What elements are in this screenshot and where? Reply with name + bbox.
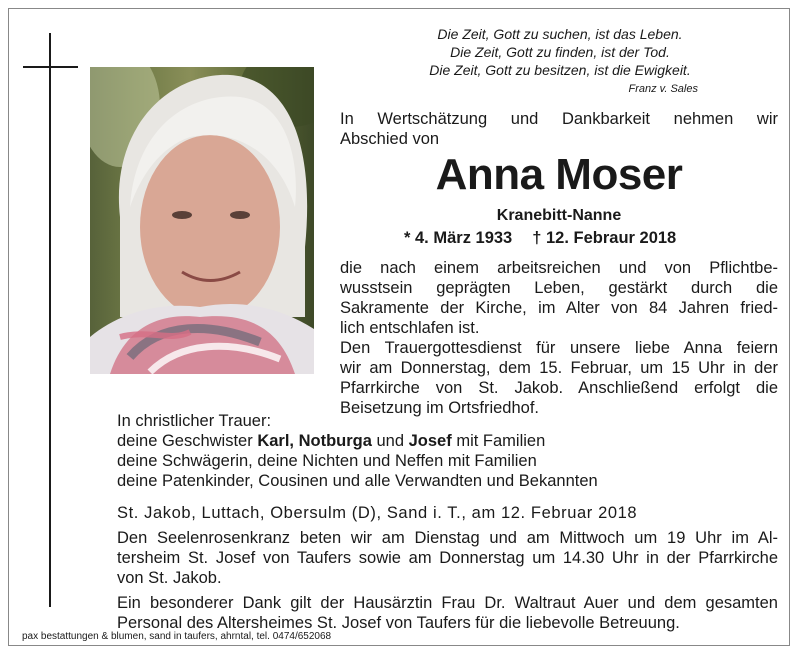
body-para2-line-1: Den Trauergottesdienst für unsere liebe Anna feiern — [340, 339, 778, 357]
body-para2-line-4: Beisetzung im Ortsfriedhof. — [340, 399, 539, 417]
rosary-line-2: tersheim St. Josef von Taufers sowie am Donnerstag um 14.30 Uhr in der Pfarrkirche — [117, 549, 778, 567]
death-date: † 12. Febraur 2018 — [532, 229, 677, 247]
quote-line-3: Die Zeit, Gott zu besitzen, ist die Ewigkeit. — [429, 62, 691, 78]
deceased-nickname: Kranebitt-Nanne — [496, 207, 622, 224]
thanks-line-1: Ein besonderer Dank gilt der Hausärztin Frau Dr. Waltraut Auer und dem gesamten — [117, 594, 778, 612]
quote-author: Franz v. Sales — [628, 83, 698, 95]
rosary-line-1: Den Seelenrosenkranz beten wir am Dienstag und am Mittwoch um 19 Uhr im Al- — [117, 529, 778, 547]
funeral-home-footer: pax bestattungen & blumen, sand in taufers, ahrntal, tel. 0474/652068 — [22, 631, 332, 642]
intro-line-1: In Wertschätzung und Dankbarkeit nehmen wir — [340, 110, 778, 128]
mourners-line-1 — [117, 431, 545, 451]
body-para2-line-2: wir am Donnerstag, dem 15. Februar, um 15 Uhr in der — [340, 359, 778, 377]
intro-line-2: Abschied von — [340, 130, 440, 148]
mourners-sibling-josef: Josef — [408, 432, 452, 450]
mourners-line-1-text-e: mit Familien — [451, 432, 546, 450]
mourners-heading: In christlicher Trauer: — [117, 412, 272, 430]
cross-vertical-bar — [49, 33, 51, 607]
body-para1-line-2: wusstsein geprägten Leben, gestärkt durch die — [340, 279, 778, 297]
quote-line-2: Die Zeit, Gott zu finden, ist der Tod. — [450, 44, 670, 60]
mourners-line-3: deine Patenkinder, Cousinen und alle Verwandten und Bekannten — [117, 472, 598, 490]
birth-date: * 4. März 1933 — [404, 229, 513, 247]
deceased-name: Anna Moser — [435, 150, 683, 199]
body-para1-line-4: lich entschlafen ist. — [340, 319, 480, 337]
cross-horizontal-bar — [23, 66, 78, 68]
life-dates — [404, 229, 696, 248]
mourners-line-1-text-a: deine Geschwister — [117, 432, 258, 450]
rosary-line-3: von St. Jakob. — [117, 569, 222, 587]
mourners-siblings-names: Karl, Notburga — [257, 432, 372, 450]
mourners-line-1-text-c: und — [371, 432, 409, 450]
body-para1-line-3: Sakramente der Kirche, im Alter von 84 Jahren fried- — [340, 299, 778, 317]
thanks-line-2: Personal des Altersheimes St. Josef von Taufers für die liebevolle Betreuung. — [117, 614, 680, 632]
portrait-photo — [90, 67, 314, 374]
portrait-illustration — [90, 67, 314, 374]
body-para1-line-1: die nach einem arbeitsreichen und von Pflichtbe- — [340, 259, 778, 277]
body-para2-line-3: Pfarrkirche von St. Jakob. Anschließend erfolgt die — [340, 379, 778, 397]
place-date: St. Jakob, Luttach, Obersulm (D), Sand i. T., am 12. Februar 2018 — [117, 504, 638, 522]
mourners-line-2: deine Schwägerin, deine Nichten und Neffen mit Familien — [117, 452, 537, 470]
quote-line-1: Die Zeit, Gott zu suchen, ist das Leben. — [437, 26, 683, 42]
